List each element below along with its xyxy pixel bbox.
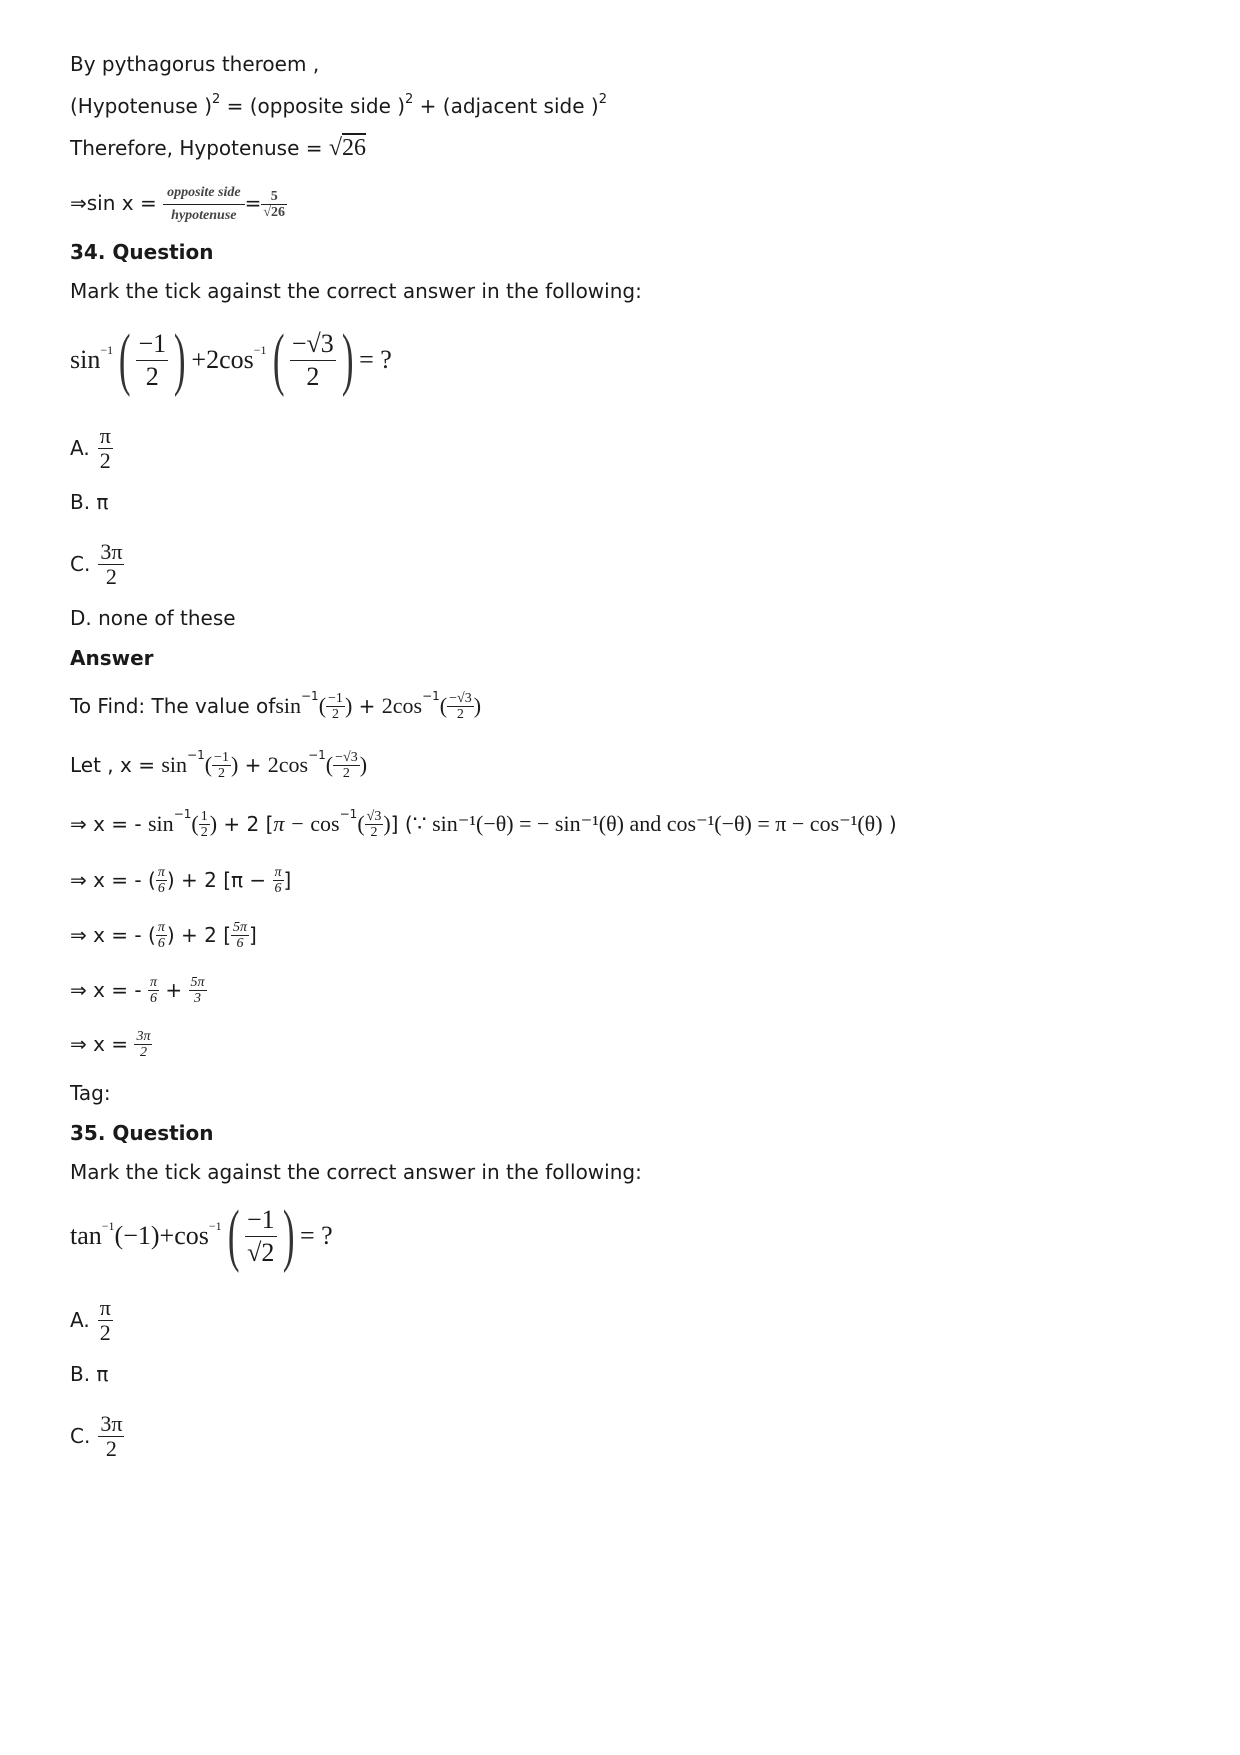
inverse-exponent: −1 bbox=[208, 1219, 222, 1233]
option-a[interactable] bbox=[70, 418, 113, 478]
option-a-fraction bbox=[98, 424, 113, 473]
option-a[interactable] bbox=[70, 1290, 113, 1350]
identity-note: ∵ sin⁻¹(−θ) = − sin⁻¹(θ) and cos⁻¹(−θ) = π − cos⁻¹(θ) bbox=[412, 811, 883, 836]
inverse-exponent: −1 bbox=[422, 689, 440, 703]
option-c[interactable] bbox=[70, 1406, 124, 1466]
numerator: −1 bbox=[328, 690, 343, 706]
func-cos: cos bbox=[174, 1221, 209, 1250]
denominator: 6 bbox=[157, 935, 165, 951]
exponent: 2 bbox=[405, 92, 414, 107]
fraction bbox=[134, 1029, 152, 1060]
adjacent-term: + (adjacent side ) bbox=[413, 94, 599, 118]
inverse-exponent: −1 bbox=[173, 807, 192, 821]
step-prefix: ⇒ x = - bbox=[70, 868, 148, 892]
fraction bbox=[156, 920, 167, 951]
option-c[interactable] bbox=[70, 534, 124, 594]
left-paren: ( bbox=[272, 321, 285, 398]
tag-label: Tag: bbox=[70, 1081, 111, 1105]
inverse-exponent: −1 bbox=[308, 748, 326, 762]
func-sin: sin bbox=[161, 752, 188, 777]
let-text: Let , x = bbox=[70, 753, 162, 777]
hypotenuse-result bbox=[70, 136, 366, 160]
step-mid: + 2 [ bbox=[217, 812, 274, 836]
denominator: 2 bbox=[342, 765, 350, 781]
denominator: 2 bbox=[99, 447, 111, 473]
fraction bbox=[199, 809, 210, 840]
numerator: √3 bbox=[366, 808, 382, 824]
numerator: 5π bbox=[190, 974, 205, 990]
numerator: 3π bbox=[100, 538, 123, 564]
left-paren: ( bbox=[227, 1197, 240, 1274]
func-cos: 2cos bbox=[381, 693, 423, 718]
numerator: −1 bbox=[214, 749, 229, 765]
inverse-exponent: −1 bbox=[339, 807, 358, 821]
step-mid: + 2 [ bbox=[174, 923, 231, 947]
fraction-b bbox=[245, 1204, 277, 1269]
denominator: 6 bbox=[236, 935, 244, 951]
question-34-expression bbox=[70, 320, 392, 400]
right-paren: ) bbox=[173, 321, 186, 398]
numerator: π bbox=[157, 864, 165, 880]
denominator: 2 bbox=[306, 361, 320, 391]
option-label: A. bbox=[70, 436, 90, 460]
denominator: 2 bbox=[331, 706, 339, 722]
denominator: √26 bbox=[263, 205, 286, 220]
ratio-value-fraction bbox=[261, 189, 287, 220]
step-close: ] ( bbox=[390, 812, 413, 836]
step-end: ] bbox=[283, 868, 292, 892]
left-paren: ( bbox=[118, 321, 131, 398]
numerator: 3π bbox=[136, 1028, 151, 1044]
numerator: 1 bbox=[200, 808, 208, 824]
option-b[interactable]: B. π bbox=[70, 1362, 109, 1386]
numerator: 5 bbox=[261, 189, 287, 205]
option-c-fraction bbox=[98, 1412, 124, 1461]
option-d[interactable]: D. none of these bbox=[70, 606, 236, 630]
step-prefix: ⇒ x = bbox=[70, 1032, 135, 1056]
exponent: 2 bbox=[212, 92, 221, 107]
question-34-prompt: Mark the tick against the correct answer in the following: bbox=[70, 279, 642, 303]
option-b[interactable]: B. π bbox=[70, 490, 109, 514]
sqrt-26: √26 bbox=[328, 135, 367, 161]
numerator: −1 bbox=[136, 328, 168, 361]
right-paren: ) bbox=[282, 1197, 295, 1274]
plus: + bbox=[352, 694, 382, 718]
equals-question: = ? bbox=[299, 1221, 333, 1250]
func-tan: tan bbox=[70, 1221, 102, 1250]
denominator: hypotenuse bbox=[171, 208, 237, 223]
hypotenuse-term: (Hypotenuse ) bbox=[70, 94, 212, 118]
denominator: 2 bbox=[145, 361, 159, 391]
numerator: 5π bbox=[233, 919, 248, 935]
intro-line-1: By pythagorus theroem , bbox=[70, 52, 320, 76]
numerator: π bbox=[99, 1294, 111, 1320]
pi-minus: π − bbox=[273, 811, 311, 836]
step-prefix: ⇒ x = - bbox=[70, 978, 148, 1002]
fraction bbox=[447, 691, 474, 722]
step-2: ⇒ x = - ( $\frac{\pi}{6}$ ) + 2 [π − $\frac{\pi}{6}$ ] bbox=[70, 864, 292, 896]
step-mid: + bbox=[159, 978, 189, 1002]
step-mid: + 2 [π − bbox=[174, 868, 273, 892]
denominator: 2 bbox=[139, 1044, 147, 1060]
plus-sign: + bbox=[159, 1221, 175, 1250]
fraction bbox=[365, 809, 384, 840]
fraction bbox=[273, 865, 284, 896]
func-cos: 2cos bbox=[267, 752, 309, 777]
step-end: ) bbox=[882, 812, 897, 836]
to-find-line: To Find: The value of sin $^{-1}$ ( $\frac{-1}{2}$ ) + 2cos $^{-1}$ ( $\frac{-√3}{2}$ ) bbox=[70, 689, 482, 722]
sqrt-26-value: 26 bbox=[342, 135, 367, 161]
option-c-fraction bbox=[98, 540, 124, 589]
fraction-a bbox=[136, 328, 168, 393]
pythagoras-equation bbox=[70, 92, 607, 118]
step-3: ⇒ x = - ( $\frac{\pi}{6}$ ) + 2 [ $\frac{5\pi}{6}$ ] bbox=[70, 919, 257, 951]
func-cos: 2cos bbox=[206, 345, 254, 374]
to-find-text: To Find: The value of bbox=[70, 694, 276, 718]
denominator: 2 bbox=[105, 563, 117, 589]
fraction bbox=[212, 750, 231, 781]
numerator: −1 bbox=[245, 1204, 277, 1237]
inverse-exponent: −1 bbox=[187, 748, 205, 762]
fraction bbox=[333, 750, 360, 781]
inverse-exponent: −1 bbox=[100, 343, 114, 357]
hypotenuse-text: Therefore, Hypotenuse = bbox=[70, 136, 329, 160]
numerator: π bbox=[274, 864, 282, 880]
inverse-exponent: −1 bbox=[253, 343, 267, 357]
plus: + bbox=[238, 753, 268, 777]
question-35-prompt: Mark the tick against the correct answer in the following: bbox=[70, 1160, 642, 1184]
fraction bbox=[148, 975, 159, 1006]
step-1: ⇒ x = - sin $^{-1}$ ( $\frac{1}{2}$ ) + 2 [ π − cos $^{-1}$ ( $\frac{√3}{2}$ ) ] ( ∵ sin⁻¹(−θ) = − sin⁻¹(θ) and cos⁻¹(−θ) = π − cos⁻¹(θ) ) bbox=[70, 807, 897, 840]
denominator: 2 bbox=[105, 1435, 117, 1461]
option-label: C. bbox=[70, 552, 91, 576]
denominator: 6 bbox=[150, 990, 157, 1006]
exponent: 2 bbox=[598, 92, 607, 107]
func-sin: sin bbox=[148, 811, 174, 836]
numerator: −√3 bbox=[335, 749, 358, 765]
sin-x-prefix: ⇒sin x = bbox=[70, 191, 164, 215]
let-line: Let , x = sin $^{-1}$ ( $\frac{-1}{2}$ ) + 2cos $^{-1}$ ( $\frac{-√3}{2}$ ) bbox=[70, 748, 368, 781]
equals-question: = ? bbox=[359, 345, 392, 374]
fraction bbox=[231, 920, 249, 951]
denominator: 2 bbox=[218, 765, 225, 781]
denominator: 6 bbox=[274, 880, 282, 896]
tan-argument: (−1) bbox=[114, 1221, 160, 1250]
denominator: √2 bbox=[247, 1237, 275, 1267]
denominator: 6 bbox=[157, 880, 165, 896]
fraction bbox=[156, 865, 167, 896]
option-label: C. bbox=[70, 1424, 91, 1448]
fraction bbox=[326, 691, 345, 722]
step-prefix: ⇒ x = - bbox=[70, 923, 148, 947]
fraction-b bbox=[290, 328, 336, 393]
opposite-term: = (opposite side ) bbox=[220, 94, 406, 118]
inverse-exponent: −1 bbox=[101, 1219, 115, 1233]
denominator: 2 bbox=[456, 706, 464, 722]
ratio-fraction bbox=[163, 182, 245, 227]
step-prefix: ⇒ x = - bbox=[70, 812, 148, 836]
numerator: −√3 bbox=[449, 690, 472, 706]
numerator: 3π bbox=[100, 1410, 123, 1436]
numerator: opposite side bbox=[163, 182, 245, 205]
step-4 bbox=[70, 968, 207, 1012]
denominator: 3 bbox=[194, 990, 201, 1006]
fraction bbox=[189, 975, 207, 1006]
option-label: A. bbox=[70, 1308, 90, 1332]
sin-x-definition bbox=[70, 182, 287, 227]
plus-sign: + bbox=[191, 345, 207, 374]
denominator: 2 bbox=[370, 824, 378, 840]
right-paren: ) bbox=[341, 321, 354, 398]
func-sin: sin bbox=[275, 693, 301, 718]
question-34-heading: 34. Question bbox=[70, 240, 214, 264]
numerator: −√3 bbox=[290, 328, 336, 361]
numerator: π bbox=[150, 974, 158, 990]
step-5 bbox=[70, 1022, 152, 1066]
answer-heading: Answer bbox=[70, 646, 154, 670]
func-cos: cos bbox=[310, 811, 340, 836]
numerator: π bbox=[157, 919, 165, 935]
option-a-fraction bbox=[98, 1296, 113, 1345]
denominator: 2 bbox=[200, 824, 208, 840]
numerator: π bbox=[99, 422, 111, 448]
denominator: 2 bbox=[99, 1319, 111, 1345]
question-35-expression bbox=[70, 1196, 333, 1276]
func-sin: sin bbox=[70, 345, 101, 374]
equals: = bbox=[244, 191, 262, 215]
inverse-exponent: −1 bbox=[301, 689, 319, 703]
step-end: ] bbox=[249, 923, 257, 947]
question-35-heading: 35. Question bbox=[70, 1121, 214, 1145]
